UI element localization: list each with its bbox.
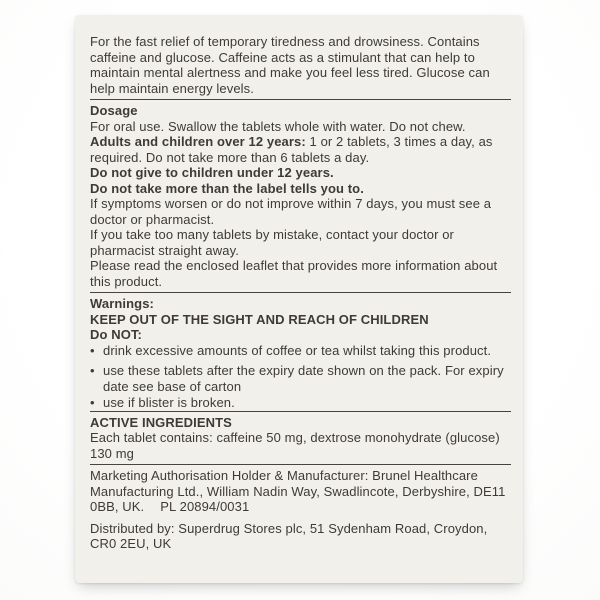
active-ingredients-text: Each tablet contains: caffeine 50 mg, dextrose monohydrate (glucose) 130 mg xyxy=(90,430,500,461)
warning-bullet-text: drink excessive amounts of coffee or tea whilst taking this product. xyxy=(103,342,492,358)
bullet-marker: • xyxy=(90,342,95,358)
dosage-no-more: Do not take more than the label tells you to. xyxy=(90,180,364,196)
medicine-label-panel xyxy=(75,15,523,583)
pl-number: PL 20894/0031 xyxy=(160,499,250,514)
active-ingredients-section xyxy=(90,411,511,462)
warnings-keep-out: KEEP OUT OF THE SIGHT AND REACH OF CHILDREN xyxy=(90,311,429,327)
dosage-symptoms: If symptoms worsen or do not improve within 7 days, you must see a doctor or pharmacist. xyxy=(90,196,492,227)
mah-text: Marketing Authorisation Holder & Manufacturer: Brunel Healthcare Manufacturing Ltd., William Nadin Way, Swadlincote, Derbyshire, DE11 0BB, UK. xyxy=(90,468,506,514)
warning-bullet-text: use if blister is broken. xyxy=(103,395,235,410)
warning-bullet-expiry xyxy=(90,363,511,394)
manufacturer-section xyxy=(90,464,511,552)
bullet-marker: • xyxy=(90,395,95,410)
warnings-section xyxy=(90,292,511,411)
intro-text: For the fast relief of temporary tiredness and drowsiness. Contains caffeine and glucose. Caffeine acts as a stimulant that can help to maintain mental alertness and make you feel less tired. Glucose can help maintain energy levels. xyxy=(90,34,490,96)
bullet-marker: • xyxy=(90,363,95,378)
dosage-no-children: Do not give to children under 12 years. xyxy=(90,165,334,180)
dosage-adults-line xyxy=(90,134,511,165)
warning-bullet-coffee xyxy=(90,343,511,359)
dosage-heading: Dosage xyxy=(90,103,138,118)
distributor-text: Distributed by: Superdrug Stores plc, 51 Sydenham Road, Croydon, CR0 2EU, UK xyxy=(90,520,488,551)
dosage-adults-label: Adults and children over 12 years: xyxy=(90,134,306,149)
dosage-oral-use: For oral use. Swallow the tablets whole with water. Do not chew. xyxy=(90,118,466,134)
warnings-do-not: Do NOT: xyxy=(90,327,142,342)
dosage-section xyxy=(90,99,511,289)
dosage-overdose: If you take too many tablets by mistake, contact your doctor or pharmacist straight away. xyxy=(90,227,454,258)
active-ingredients-heading: ACTIVE INGREDIENTS xyxy=(90,414,232,430)
mah-line xyxy=(90,468,511,515)
warnings-heading: Warnings: xyxy=(90,296,154,311)
warning-bullet-text: use these tablets after the expiry date shown on the pack. For expiry date see base of carton xyxy=(103,363,504,394)
dosage-leaflet: Please read the enclosed leaflet that provides more information about this product. xyxy=(90,258,498,289)
warning-bullet-blister xyxy=(90,395,511,411)
dosage-adults-text: 1 or 2 tablets, 3 times a day, as required. Do not take more than 6 tablets a day. xyxy=(90,134,493,165)
